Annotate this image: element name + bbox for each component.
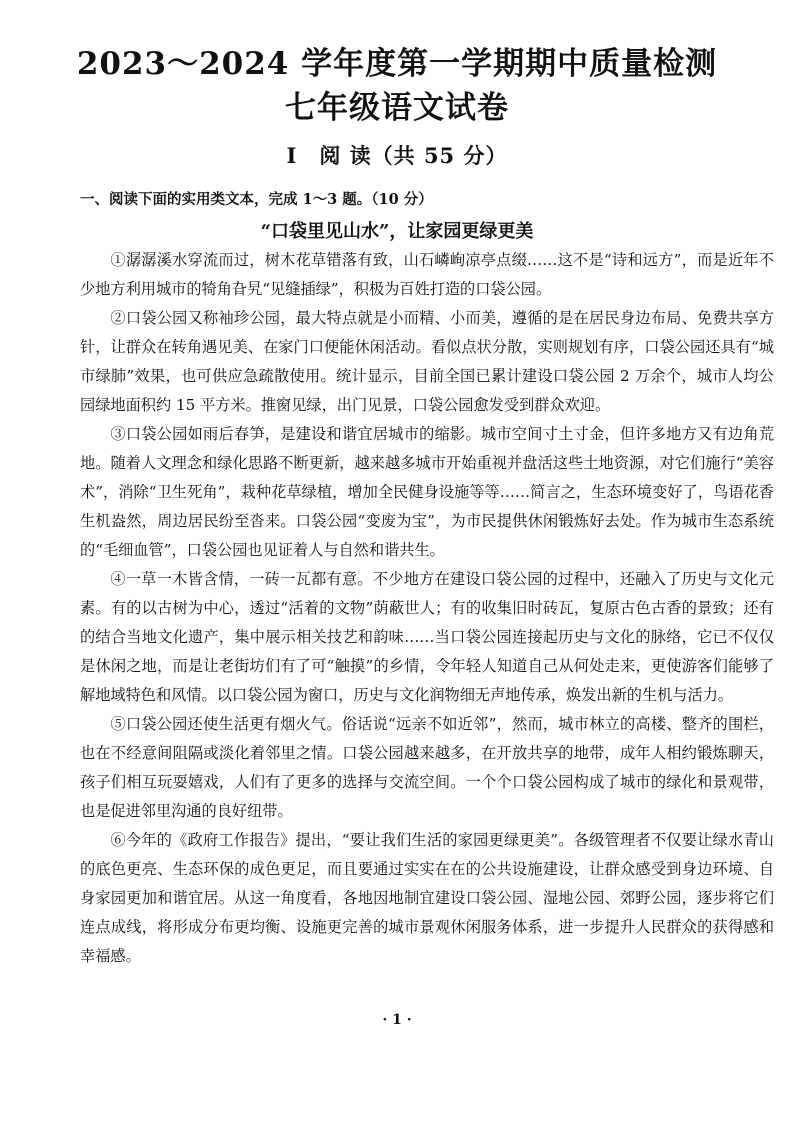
article-title: “口袋里见山水”，让家园更绿更美	[260, 221, 534, 242]
exam-title: 2023～2024 学年度第一学期期中质量检测	[76, 46, 718, 82]
exam-subtitle: 七年级语文试卷	[285, 90, 509, 126]
article-paragraph-2: ②口袋公园又称袖珍公园，最大特点就是小而精、小而美，遵循的是在居民身边布局、免费共享方针，让群众在转角遇见美、在家门口便能休闲活动。看似点状分散，实则规划有序，口袋公园还具有“城市绿肺”效果，也可供应急疏散使用。统计显示，目前全国已累计建设口袋公园 2 万余个，城市人均公园绿地面积约 15 平方米。推窗见绿，出门见景，口袋公园愈发受到群众欢迎。	[80, 309, 774, 414]
section-number: Ⅰ	[286, 143, 298, 168]
section-label: 阅 读（共 55 分）	[319, 143, 508, 168]
article-paragraph-3: ③口袋公园如雨后春笋，是建设和谐宜居城市的缩影。城市空间寸土寸金，但许多地方又有边角荒地。随着人文理念和绿化思路不断更新，越来越多城市开始重视并盘活这些土地资源，对它们施行“美容术”，消除“卫生死角”，栽种花草绿植，增加全民健身设施等等……简言之，生态环境变好了，鸟语花香生机盎然，周边居民纷至沓来。口袋公园“变废为宝”，为市民提供休闲锻炼好去处。作为城市生态系统的“毛细血管”，口袋公园也见证着人与自然和谐共生。	[80, 425, 774, 559]
article-paragraph-4: ④一草一木皆含情，一砖一瓦都有意。不少地方在建设口袋公园的过程中，还融入了历史与文化元素。有的以古树为中心，透过“活着的文物”荫蔽世人；有的收集旧时砖瓦，复原古色古香的景致；还有的结合当地文化遗产，集中展示相关技艺和韵味……当口袋公园连接起历史与文化的脉络，它已不仅仅是休闲之地，而是让老街坊们有了可“触摸”的乡情，令年轻人知道自己从何处走来，更使游客们能够了解地域特色和风情。以口袋公园为窗口，历史与文化润物细无声地传承，焕发出新的生机与活力。	[80, 570, 774, 704]
article-paragraph-1: ①潺潺溪水穿流而过，树木花草错落有致，山石嶙峋凉亭点缀……这不是“诗和远方”，而是近年不少地方利用城市的犄角旮旯“见缝插绿”，积极为百姓打造的口袋公园。	[80, 251, 774, 298]
question-intro: 一、阅读下面的实用类文本，完成 1～3 题。（10 分）	[80, 191, 433, 208]
page-number: · 1 ·	[382, 1012, 412, 1028]
article-paragraph-5: ⑤口袋公园还使生活更有烟火气。俗话说“远亲不如近邻”，然而，城市林立的高楼、整齐的围栏，也在不经意间阻隔或淡化着邻里之情。口袋公园越来越多，在开放共享的地带，成年人相约锻炼聊天，孩子们相互玩耍嬉戏，人们有了更多的选择与交流空间。一个个口袋公园构成了城市的绿化和景观带，也是促进邻里沟通的良好纽带。	[80, 715, 774, 820]
article-paragraph-6: ⑥今年的《政府工作报告》提出，“要让我们生活的家园更绿更美”。各级管理者不仅要让绿水青山的底色更亮、生态环保的成色更足，而且要通过实实在在的公共设施建设，让群众感受到身边环境、自身家园更加和谐宜居。从这一角度看，各地因地制宜建设口袋公园、湿地公园、郊野公园，逐步将它们连点成线，将形成分布更均衡、设施更完善的城市景观休闲服务体系，进一步提升人民群众的获得感和幸福感。	[80, 831, 774, 965]
article-body	[80, 246, 774, 971]
section-heading	[0, 140, 794, 170]
